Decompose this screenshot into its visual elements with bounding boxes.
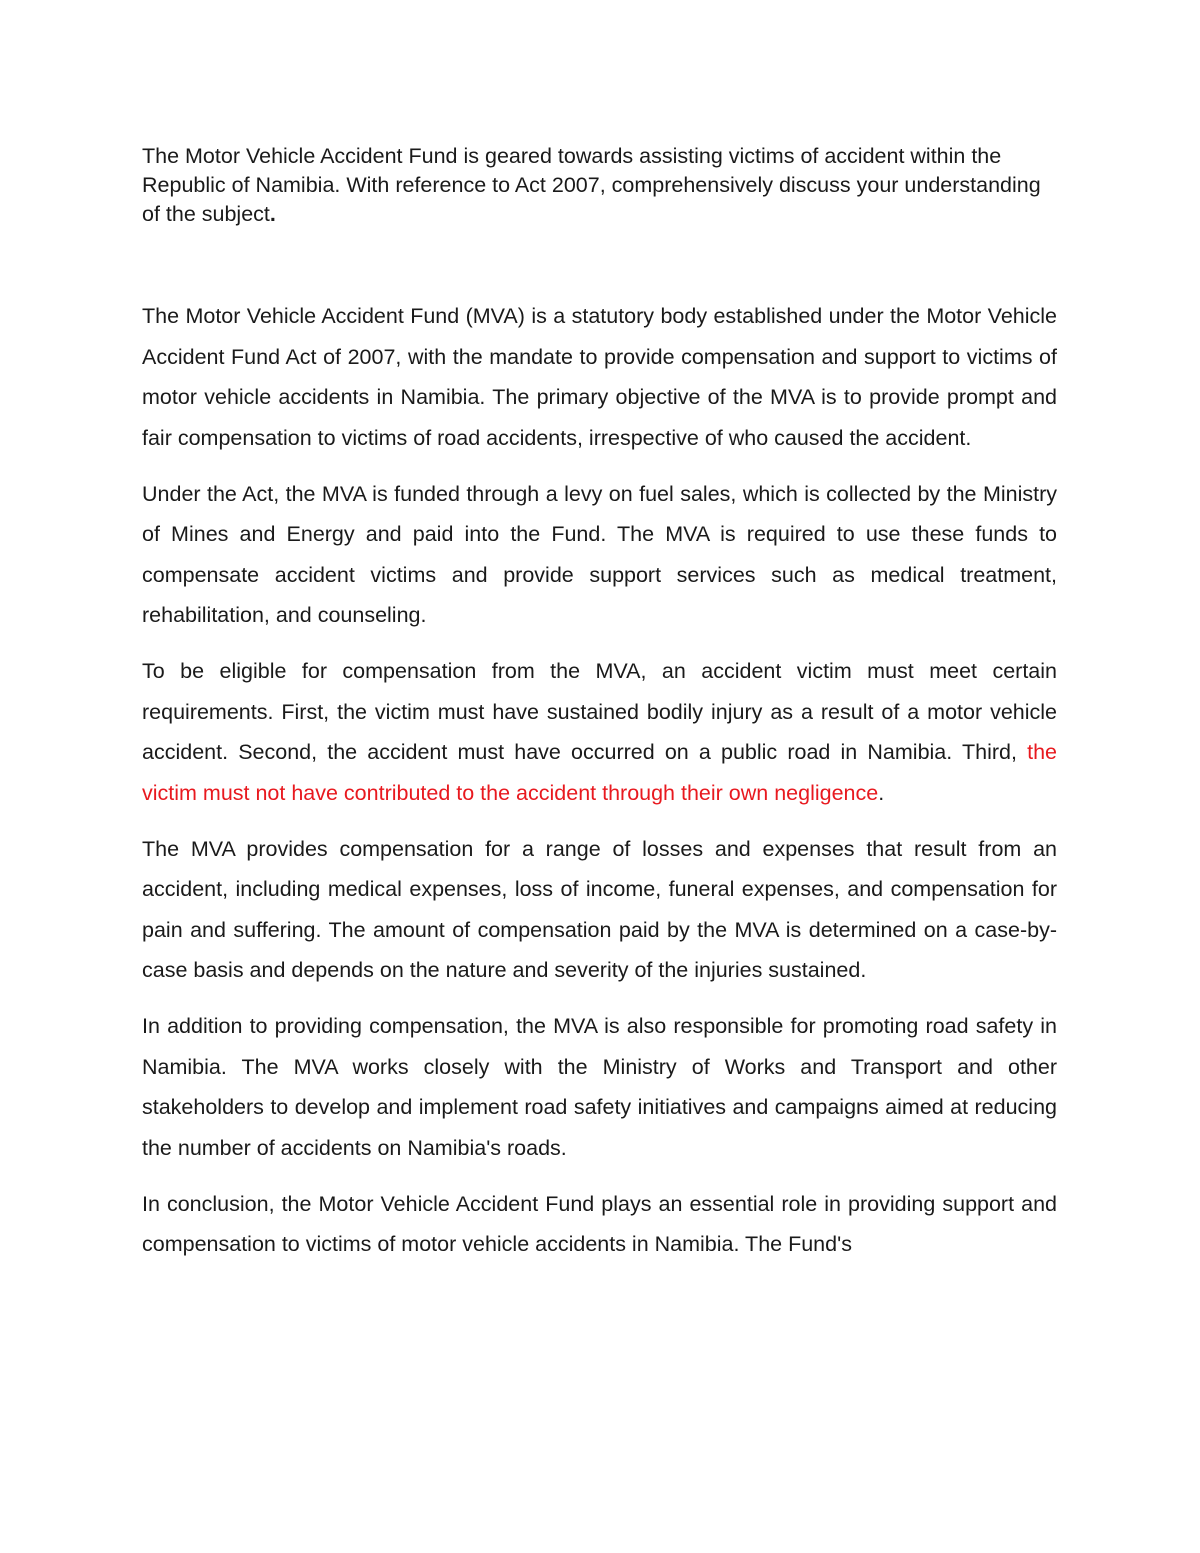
paragraph-introduction: The Motor Vehicle Accident Fund (MVA) is a statutory body established under the Motor Vehicle Accident Fund Act of 2007, with the mandate to provide compensation and support to victims of motor vehicle accidents in Namibia. The primary objective of the MVA is to provide prompt and fair compensation to victims of road accidents, irrespective of who caused the accident. <box>142 304 1057 450</box>
paragraph-funding: Under the Act, the MVA is funded through a levy on fuel sales, which is collected by the Ministry of Mines and Energy and paid into the Fund. The MVA is required to use these funds to compensate accident victims and provide support services such as medical treatment, rehabilitation, and counseling. <box>142 481 1057 627</box>
eligibility-period: . <box>878 780 885 805</box>
paragraph-road-safety: In addition to providing compensation, the MVA is also responsible for promoting road safety in Namibia. The MVA works closely with the Ministry of Works and Transport and other stakeholders to develop and implement road safety initiatives and campaigns aimed at reducing the number of accidents on Namibia's roads. <box>142 1014 1057 1160</box>
question-prompt <box>142 142 1057 229</box>
eligibility-text: To be eligible for compensation from the MVA, an accident victim must meet certain requirements. First, the victim must have sustained bodily injury as a result of a motor vehicle accident. Second, the accident must have occurred on a public road in Namibia. Third, <box>142 659 1057 764</box>
question-text: The Motor Vehicle Accident Fund is geared towards assisting victims of accident within the Republic of Namibia. With reference to Act 2007, comprehensively discuss your understanding of the subject <box>142 144 1041 226</box>
answer-body <box>142 296 1057 1280</box>
paragraph-eligibility <box>142 651 1057 813</box>
highlighted-negligence-text: the victim must not have contributed to the accident through their own negligence <box>142 740 1057 805</box>
paragraph-conclusion: In conclusion, the Motor Vehicle Accident Fund plays an essential role in providing support and compensation to victims of motor vehicle accidents in Namibia. The Fund's <box>142 1191 1057 1256</box>
paragraph-compensation: The MVA provides compensation for a range of losses and expenses that result from an accident, including medical expenses, loss of income, funeral expenses, and compensation for pain and suffering. The amount of compensation paid by the MVA is determined on a case-by-case basis and depends on the nature and severity of the injuries sustained. <box>142 836 1057 982</box>
question-period: . <box>269 202 276 226</box>
